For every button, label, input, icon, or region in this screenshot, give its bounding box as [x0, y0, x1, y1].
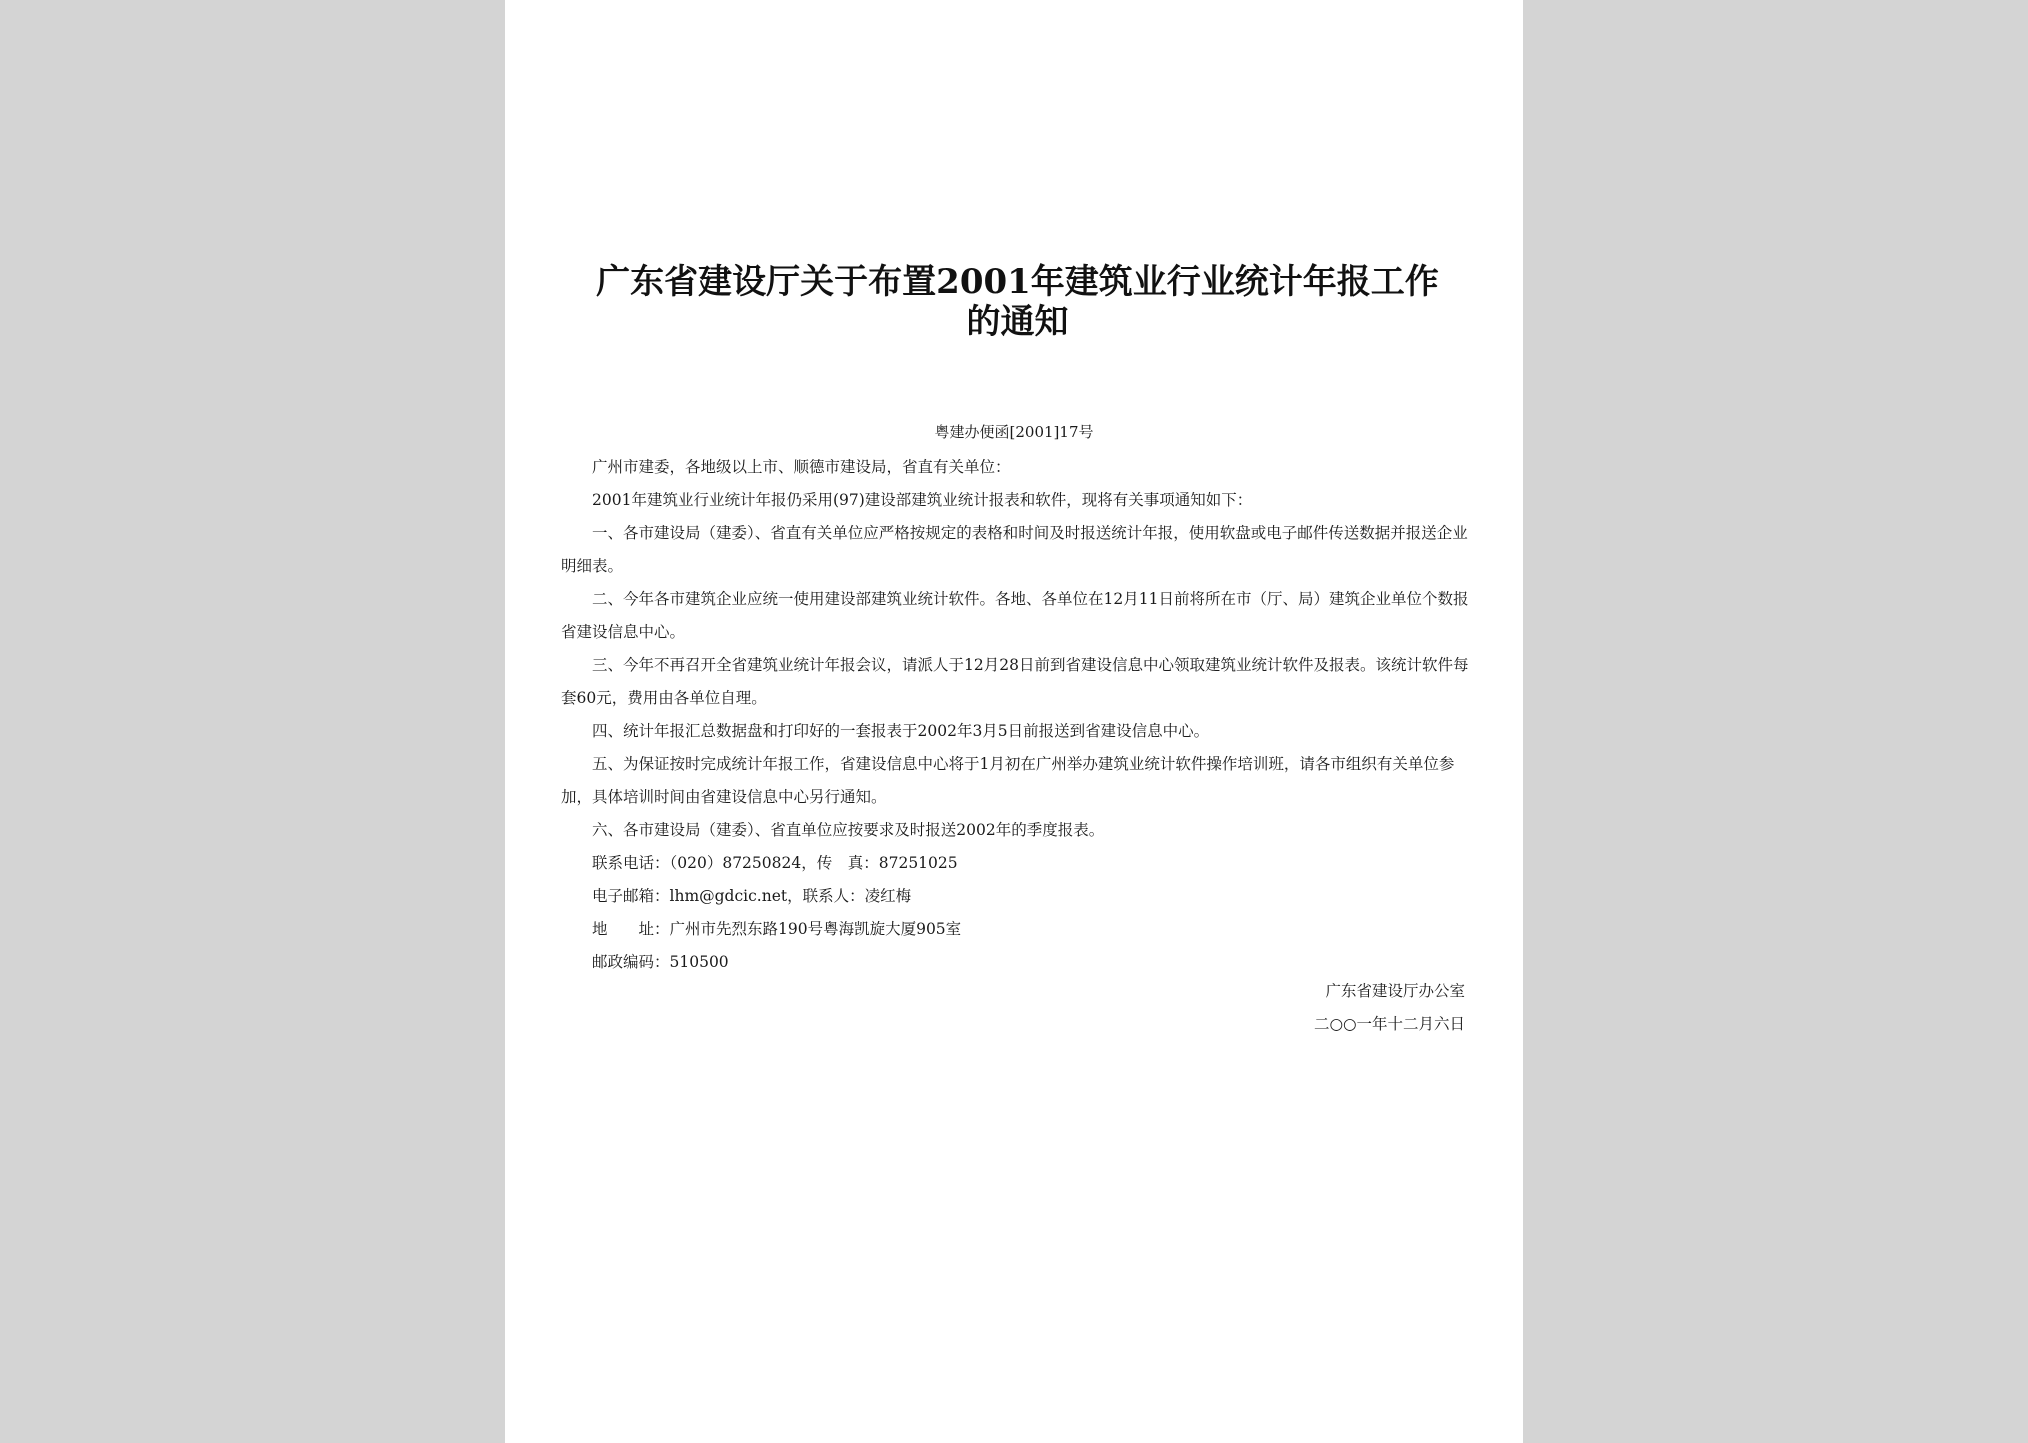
issue-date: 二○○一年十二月六日: [1313, 1015, 1465, 1033]
signature-block: [1314, 975, 1465, 1041]
document-body: [561, 451, 1476, 979]
document-number: 粤建办便函[2001]17号: [934, 423, 1094, 441]
intro-paragraph: 2001年建筑业行业统计年报仍采用(97)建设部建筑业统计报表和软件，现将有关事项通知如下：: [592, 491, 1253, 509]
contact-phone: 联系电话：（020）87250824，传 真：87251025: [592, 854, 958, 872]
item-paragraph-4: 四、统计年报汇总数据盘和打印好的一套报表于2002年3月5日前报送到省建设信息中心。: [592, 722, 1210, 740]
document-title: 广东省建设厅关于布置2001年建筑业行业统计年报工作的通知: [596, 262, 1439, 342]
item-paragraph-2: 二、今年各市建筑企业应统一使用建设部建筑业统计软件。各地、各单位在12月11日前将所在市（厅、局）建筑企业单位个数报省建设信息中心。: [561, 590, 1469, 641]
document-page: [505, 0, 1523, 1443]
item-paragraph-1: 一、各市建设局（建委）、省直有关单位应严格按规定的表格和时间及时报送统计年报，使用软盘或电子邮件传送数据并报送企业明细表。: [561, 524, 1468, 575]
contact-postcode: 邮政编码：510500: [592, 953, 729, 971]
contact-address: 地 址：广州市先烈东路190号粤海凯旋大厦905室: [592, 920, 962, 938]
item-paragraph-5: 五、为保证按时完成统计年报工作，省建设信息中心将于1月初在广州举办建筑业统计软件操作培训班，请各市组织有关单位参加，具体培训时间由省建设信息中心另行通知。: [561, 755, 1455, 806]
contact-email: 电子邮箱：lhm@gdcic.net，联系人：凌红梅: [592, 887, 912, 905]
issuer-name: 广东省建设厅办公室: [1325, 982, 1465, 1000]
item-paragraph-3: 三、今年不再召开全省建筑业统计年报会议，请派人于12月28日前到省建设信息中心领取建筑业统计软件及报表。该统计软件每套60元，费用由各单位自理。: [561, 656, 1469, 707]
salutation: 广州市建委，各地级以上市、顺德市建设局，省直有关单位：: [592, 458, 1011, 476]
item-paragraph-6: 六、各市建设局（建委）、省直单位应按要求及时报送2002年的季度报表。: [592, 821, 1105, 839]
